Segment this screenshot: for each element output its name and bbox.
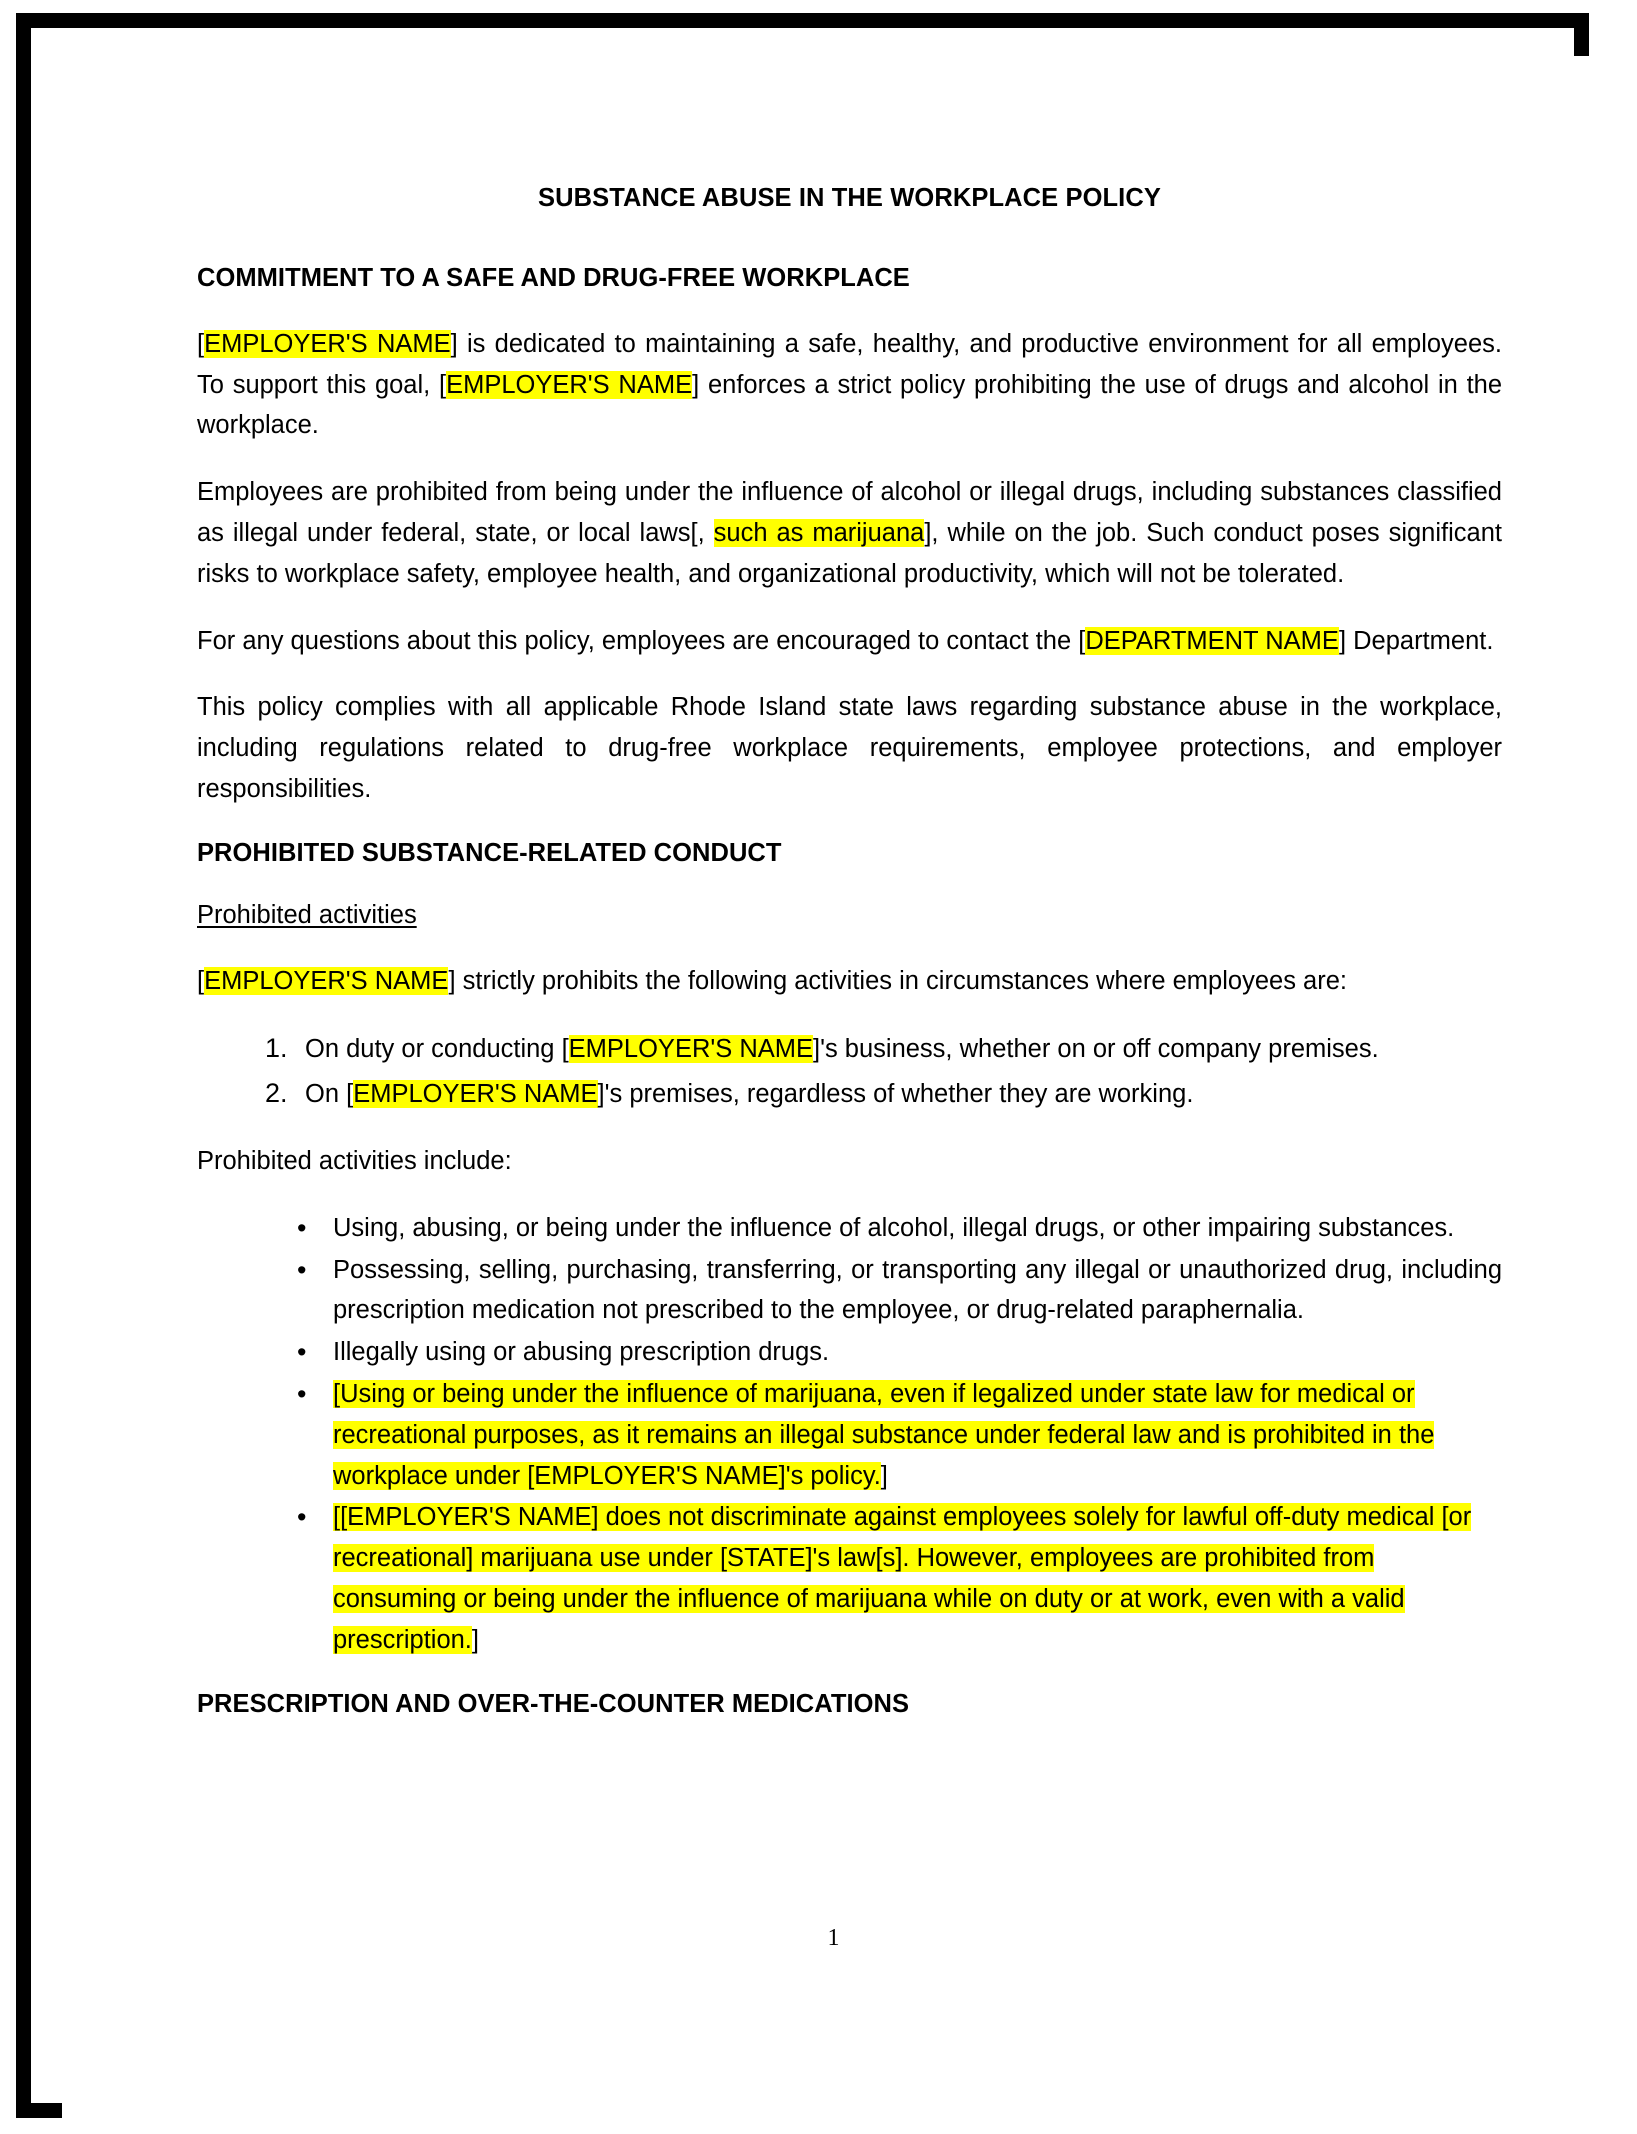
subsection-heading-prohibited-activities: Prohibited activities <box>197 901 417 930</box>
list-item: 2. On [EMPLOYER'S NAME]'s premises, regardless of whether they are working. <box>295 1072 1502 1115</box>
highlighted-text: EMPLOYER'S NAME <box>204 329 451 358</box>
highlighted-text: EMPLOYER'S NAME <box>568 1035 813 1064</box>
document-title: SUBSTANCE ABUSE IN THE WORKPLACE POLICY <box>537 184 1161 212</box>
list-item: • Illegally using or abusing prescription drugs. <box>297 1332 1502 1373</box>
highlighted-text: EMPLOYER'S NAME <box>353 1080 598 1109</box>
page-number: 1 <box>827 1925 840 1951</box>
list-item: • Using, abusing, or being under the influence of alcohol, illegal drugs, or other impairing substances. <box>297 1208 1502 1249</box>
highlighted-text: EMPLOYER'S NAME <box>446 370 693 399</box>
highlighted-text: such as marijuana <box>713 519 925 548</box>
prohibited-circumstances-list <box>197 1027 1502 1115</box>
prohibited-activities-bullet-list <box>197 1208 1502 1661</box>
section-heading-prohibited-conduct: PROHIBITED SUBSTANCE-RELATED CONDUCT <box>197 838 782 867</box>
paragraph-prohibited-influence: Employees are prohibited from being under the influence of alcohol or illegal drugs, including substances classified as illegal under federal, state, or local laws[, such as marijuana], while on the job. Such conduct poses significant risks to workplace safety, employee health, and organizational productivity, which will not be tolerated. <box>197 478 1502 588</box>
document-body <box>197 181 1502 1749</box>
list-item: • [[EMPLOYER'S NAME] does not discriminate against employees solely for lawful off-duty medical [or recreational] marijuana use under [STATE]'s law[s]. However, employees are prohibited from consuming or being under the influence of marijuana while on duty or at work, even with a valid prescription.] <box>297 1497 1502 1660</box>
section-heading-commitment: COMMITMENT TO A SAFE AND DRUG-FREE WORKPLACE <box>197 264 910 293</box>
highlighted-text: EMPLOYER'S NAME <box>204 966 449 995</box>
paragraph-prohibits-intro: [EMPLOYER'S NAME] strictly prohibits the following activities in circumstances where employees are: <box>197 966 1347 995</box>
highlighted-text: [Using or being under the influence of marijuana, even if legalized under state law for medical or recreational purposes, as it remains an illegal substance under federal law and is prohibited in the workplace under [EMPLOYER'S NAME]'s policy. <box>333 1380 1435 1490</box>
paragraph-employer-dedication: [EMPLOYER'S NAME] is dedicated to maintaining a safe, healthy, and productive environment for all employees. To support this goal, [EMPLOYER'S NAME] enforces a strict policy prohibiting the use of drugs and alcohol in the workplace. <box>197 329 1503 440</box>
list-item: • Possessing, selling, purchasing, transferring, or transporting any illegal or unauthorized drug, including prescription medication not prescribed to the employee, or drug-related paraphernalia. <box>297 1250 1502 1332</box>
paragraph-state-compliance: This policy complies with all applicable Rhode Island state laws regarding substance abuse in the workplace, including regulations related to drug-free workplace requirements, employee protections, and employer responsibilities. <box>197 693 1502 804</box>
section-heading-prescription-medications: PRESCRIPTION AND OVER-THE-COUNTER MEDICATIONS <box>197 1689 910 1718</box>
document-page <box>62 56 1605 2131</box>
paragraph-activities-lead-in: Prohibited activities include: <box>197 1147 512 1176</box>
paragraph-questions-contact: For any questions about this policy, employees are encouraged to contact the [DEPARTMENT NAME] Department. <box>197 626 1494 655</box>
list-item: • [Using or being under the influence of marijuana, even if legalized under state law for medical or recreational purposes, as it remains an illegal substance under federal law and is prohibited in the workplace under [EMPLOYER'S NAME]'s policy.] <box>297 1374 1502 1496</box>
highlighted-text: DEPARTMENT NAME <box>1085 626 1339 655</box>
list-item: 1. On duty or conducting [EMPLOYER'S NAME]'s business, whether on or off company premises. <box>295 1027 1502 1070</box>
scan-black-border <box>16 13 1589 2118</box>
highlighted-text: [[EMPLOYER'S NAME] does not discriminate against employees solely for lawful off-duty medical [or recreational] marijuana use under [STATE]'s law[s]. However, employees are prohibited from consuming or being under the influence of marijuana while on duty or at work, even with a valid prescription. <box>333 1503 1472 1654</box>
